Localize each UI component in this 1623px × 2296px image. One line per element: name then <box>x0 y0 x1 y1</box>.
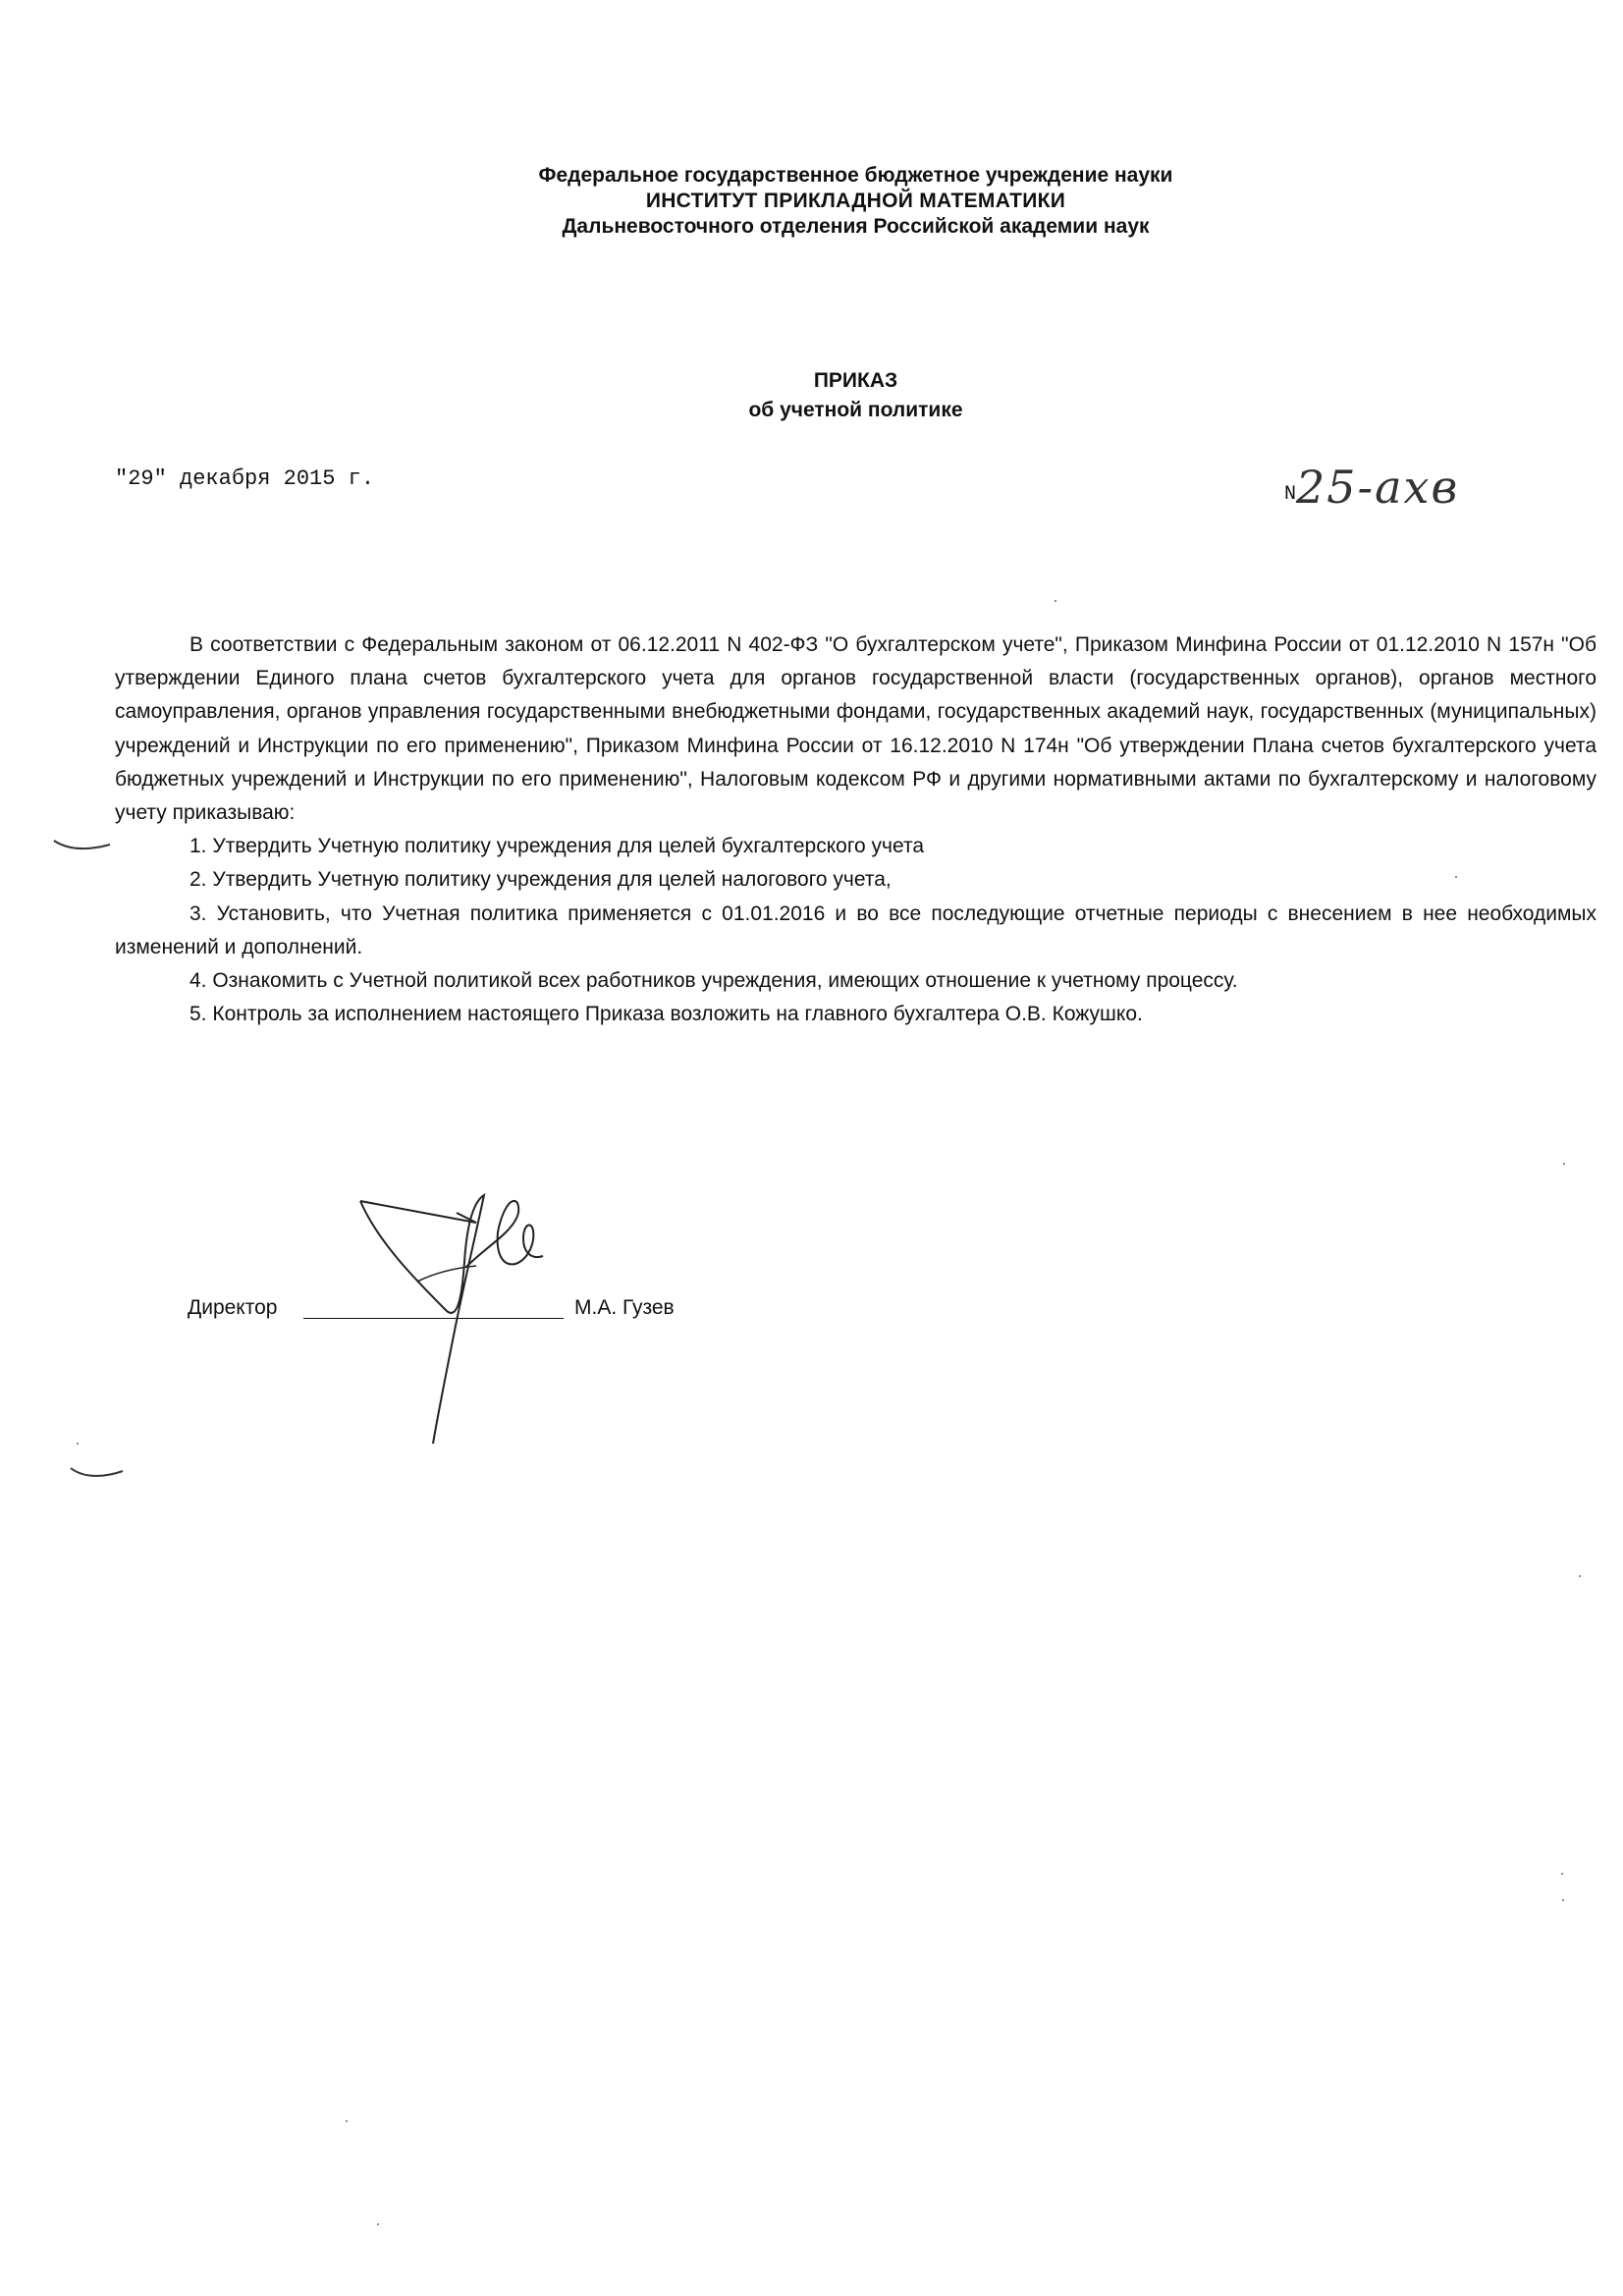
order-number-prefix: N <box>1284 483 1297 506</box>
order-title: ПРИКАЗ <box>813 369 898 392</box>
order-item-1: 1. Утвердить Учетную политику учреждения для целей бухгалтерского учета <box>189 835 925 858</box>
institution-type: Федеральное государственное бюджетное учреждение науки <box>538 164 1173 187</box>
signatory-position: Директор <box>188 1296 278 1319</box>
order-subtitle: об учетной политике <box>748 399 963 421</box>
order-item-3: 3. Установить, что Учетная политика применяется с 01.01.2016 и во все последующие отчетные периоды с внесением в нее необходимых изменений и дополнений. <box>115 902 1596 958</box>
order-preamble: В соответствии с Федеральным законом от 06.12.2011 N 402-ФЗ "О бухгалтерском учете", Приказом Минфина России от 01.12.2010 N 157н "Об утверждении Единого плана счетов бухгалтерского учета для органов государственной власти (государственных органов), органов местного самоуправления, органов управления государственными внебюджетными фондами, государственных академий наук, государственных (муниципальных) учреждений и Инструкции по его применению", Приказом Минфина России от 16.12.2010 N 174н "Об утверждении Плана счетов бухгалтерского учета бюджетных учреждений и Инструкции по его применению", Налоговым кодексом РФ и другими нормативными актами по бухгалтерскому и налоговому учету приказываю: <box>115 633 1596 825</box>
order-item-4: 4. Ознакомить с Учетной политикой всех работников учреждения, имеющих отношение к учетному процессу. <box>189 969 1238 993</box>
institution-name: ИНСТИТУТ ПРИКЛАДНОЙ МАТЕМАТИКИ <box>645 190 1066 212</box>
institution-branch: Дальневосточного отделения Российской академии наук <box>562 215 1150 238</box>
order-item-5: 5. Контроль за исполнением настоящего Приказа возложить на главного бухгалтера О.В. Кожушко. <box>189 1003 1143 1026</box>
order-item-2: 2. Утвердить Учетную политику учреждения для целей налогового учета, <box>189 868 892 892</box>
order-date: "29" декабря 2015 г. <box>115 466 375 491</box>
order-number-handwritten: 25-ахв <box>1296 461 1460 514</box>
signatory-name: М.А. Гузев <box>574 1296 675 1319</box>
